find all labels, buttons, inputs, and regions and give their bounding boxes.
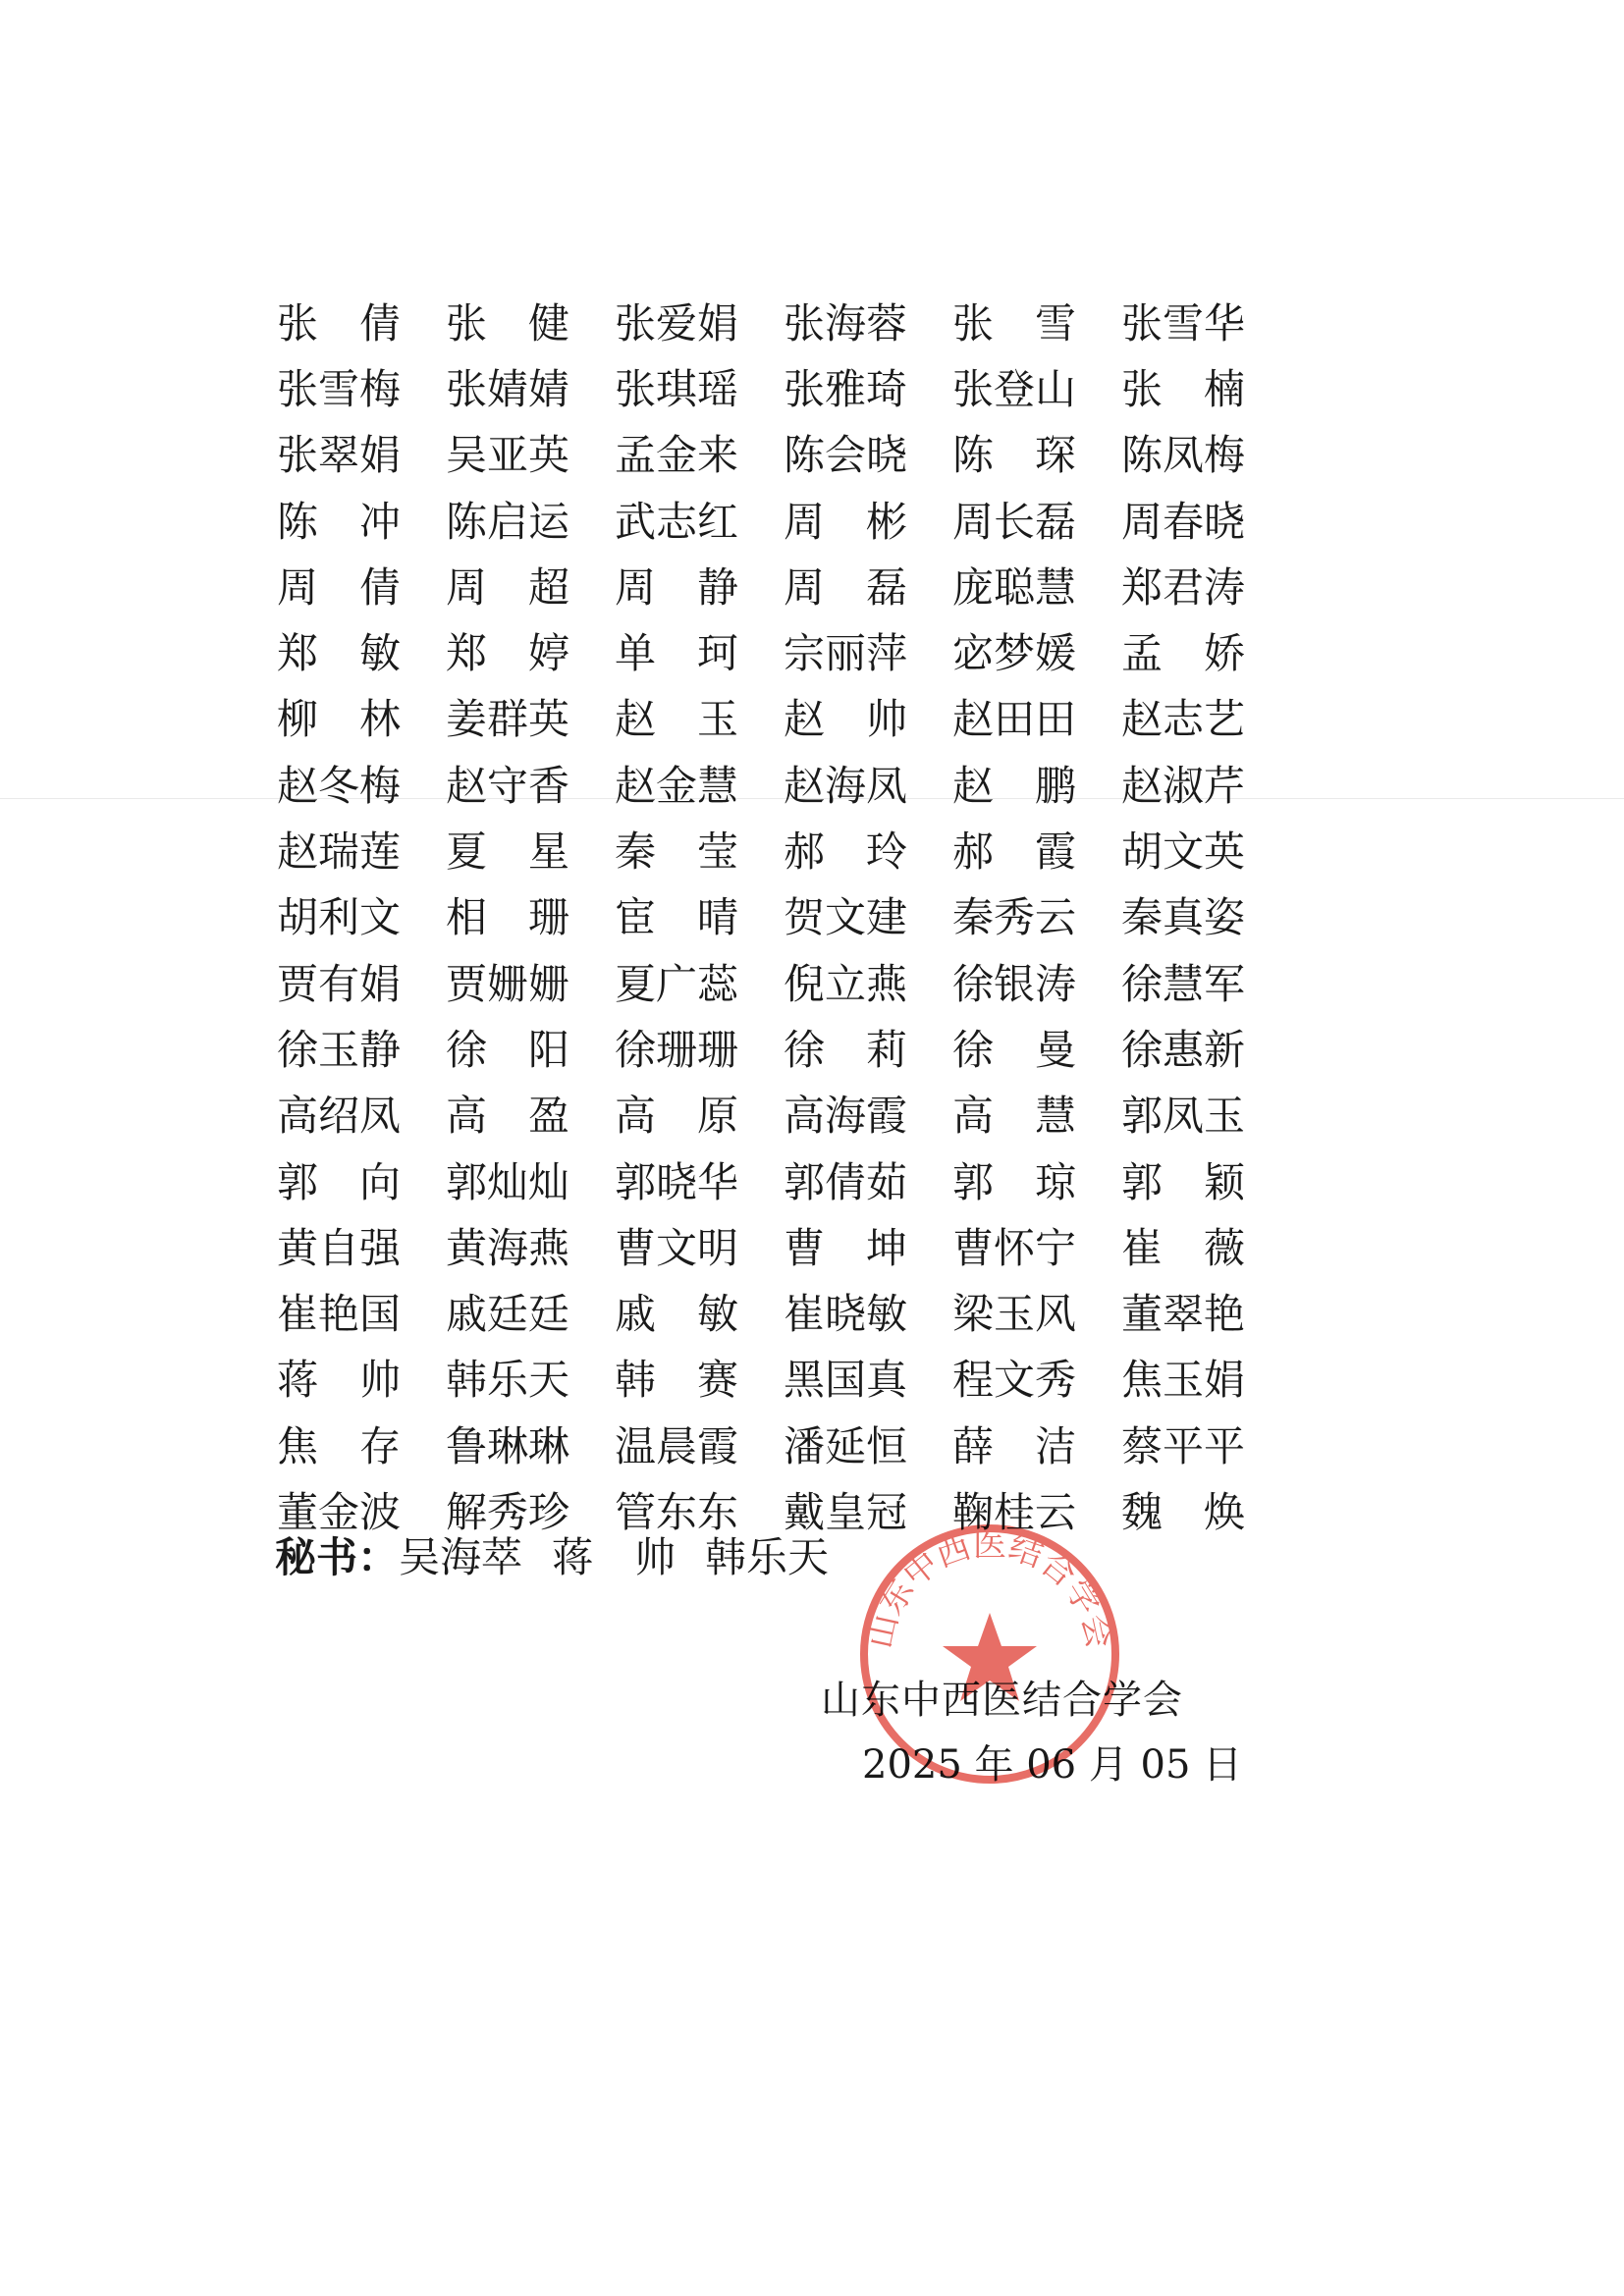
secretary-line: [275, 1533, 858, 1581]
secretary-label: 秘书：: [275, 1533, 400, 1581]
member-name: 戚廷廷: [446, 1290, 570, 1339]
member-name: 张琪瑶: [615, 364, 739, 413]
member-name: 张 雪: [952, 298, 1077, 347]
member-name: 张雪梅: [277, 364, 402, 413]
member-name: 赵海凤: [784, 761, 908, 810]
member-name: 周 静: [615, 562, 739, 612]
member-name: 单 珂: [615, 629, 739, 678]
member-name: 赵守香: [446, 761, 570, 810]
member-name: 胡文英: [1121, 828, 1246, 877]
member-name: 高 盈: [446, 1092, 570, 1141]
name-row: [277, 951, 1259, 1017]
name-row: [277, 356, 1259, 422]
member-name: 郭灿灿: [446, 1157, 570, 1206]
member-name: 张登山: [952, 364, 1077, 413]
name-row: [277, 1414, 1259, 1479]
secretary-name: 蒋 帅: [552, 1533, 677, 1581]
member-name: 崔艳国: [277, 1290, 402, 1339]
member-name: 郑君涛: [1121, 562, 1246, 612]
member-name: 郝 玲: [784, 828, 908, 877]
member-name: 曹 坤: [784, 1223, 908, 1272]
member-name: 焦 存: [277, 1421, 402, 1470]
member-name: 郭倩茹: [784, 1157, 908, 1206]
member-name: 高绍凤: [277, 1092, 402, 1141]
member-name: 孟 娇: [1121, 629, 1246, 678]
name-row: [277, 1017, 1259, 1083]
name-row: [277, 753, 1259, 819]
member-name: 黑国真: [784, 1356, 908, 1405]
member-name: 倪立燕: [784, 959, 908, 1008]
member-name: 赵 帅: [784, 695, 908, 744]
member-name: 徐 莉: [784, 1025, 908, 1074]
member-name: 张爱娟: [615, 298, 739, 347]
member-name: 潘延恒: [784, 1421, 908, 1470]
member-name: 戴皇冠: [784, 1487, 908, 1536]
member-name: 董翠艳: [1121, 1290, 1246, 1339]
name-row: [277, 1348, 1259, 1414]
member-name: 赵淑芹: [1121, 761, 1246, 810]
name-row: [277, 1215, 1259, 1281]
member-name: 崔 薇: [1121, 1223, 1246, 1272]
member-name: 郭 琼: [952, 1157, 1077, 1206]
member-name: 曹怀宁: [952, 1223, 1077, 1272]
member-name: 秦 莹: [615, 828, 739, 877]
member-name: 陈启运: [446, 497, 570, 546]
secretary-name: 韩乐天: [705, 1533, 830, 1581]
member-name: 夏 星: [446, 828, 570, 877]
member-name: 张雪华: [1121, 298, 1246, 347]
member-name: 夏广蕊: [615, 959, 739, 1008]
member-name: 董金波: [277, 1487, 402, 1536]
name-row: [277, 291, 1259, 356]
member-name: 张翠娟: [277, 431, 402, 480]
member-name: 赵 玉: [615, 695, 739, 744]
member-name: 周春晓: [1121, 497, 1246, 546]
member-name: 张海蓉: [784, 298, 908, 347]
member-name: 焦玉娟: [1121, 1356, 1246, 1405]
member-name: 贾有娟: [277, 959, 402, 1008]
member-name: 庞聪慧: [952, 562, 1077, 612]
member-name: 柳 林: [277, 695, 402, 744]
member-name: 姜群英: [446, 695, 570, 744]
member-name: 陈 冲: [277, 497, 402, 546]
member-name: 高 慧: [952, 1092, 1077, 1141]
star-icon: [943, 1613, 1037, 1701]
member-name: 曹文明: [615, 1223, 739, 1272]
member-name: 高海霞: [784, 1092, 908, 1141]
name-row: [277, 555, 1259, 620]
name-row: [277, 1281, 1259, 1347]
member-name: 贾姗姗: [446, 959, 570, 1008]
member-name: 鞠桂云: [952, 1487, 1077, 1536]
member-name: 徐惠新: [1121, 1025, 1246, 1074]
member-name: 韩 赛: [615, 1356, 739, 1405]
name-row: [277, 819, 1259, 884]
member-name: 赵冬梅: [277, 761, 402, 810]
member-name: 解秀珍: [446, 1487, 570, 1536]
member-name: 黄海燕: [446, 1223, 570, 1272]
member-name: 程文秀: [952, 1356, 1077, 1405]
member-name: 陈凤梅: [1121, 431, 1246, 480]
member-name: 秦真姿: [1121, 893, 1246, 942]
member-name: 郭凤玉: [1121, 1092, 1246, 1141]
member-name: 张 倩: [277, 298, 402, 347]
member-name: 赵志艺: [1121, 695, 1246, 744]
member-name: 黄自强: [277, 1223, 402, 1272]
member-name: 胡利文: [277, 893, 402, 942]
member-name: 徐慧军: [1121, 959, 1246, 1008]
member-name: 周 磊: [784, 562, 908, 612]
name-row: [277, 620, 1259, 686]
member-name: 周长磊: [952, 497, 1077, 546]
member-name: 蔡平平: [1121, 1421, 1246, 1470]
member-name: 张婧婧: [446, 364, 570, 413]
member-name: 孟金来: [615, 431, 739, 480]
name-row: [277, 687, 1259, 753]
member-name: 张 楠: [1121, 364, 1246, 413]
member-name: 鲁琳琳: [446, 1421, 570, 1470]
member-name: 徐 曼: [952, 1025, 1077, 1074]
member-name: 魏 焕: [1121, 1487, 1246, 1536]
official-seal: [852, 1517, 1127, 1791]
member-name: 周 彬: [784, 497, 908, 546]
member-name: 宗丽萍: [784, 629, 908, 678]
member-name: 武志红: [615, 497, 739, 546]
member-name: 崔晓敏: [784, 1290, 908, 1339]
member-name: 徐 阳: [446, 1025, 570, 1074]
member-name: 郝 霞: [952, 828, 1077, 877]
name-row: [277, 1149, 1259, 1215]
name-row: [277, 885, 1259, 951]
member-name: 相 珊: [446, 893, 570, 942]
signature-date: 2025 年 06 月 05 日: [862, 1742, 1243, 1788]
member-name: 管东东: [615, 1487, 739, 1536]
name-row: [277, 489, 1259, 555]
member-name: 戚 敏: [615, 1290, 739, 1339]
member-name: 薛 洁: [952, 1421, 1077, 1470]
name-row: [277, 1084, 1259, 1149]
member-name: 周 超: [446, 562, 570, 612]
member-name: 吴亚英: [446, 431, 570, 480]
member-name: 韩乐天: [446, 1356, 570, 1405]
member-name: 梁玉风: [952, 1290, 1077, 1339]
member-name: 温晨霞: [615, 1421, 739, 1470]
member-name: 宦 晴: [615, 893, 739, 942]
member-name: 宓梦媛: [952, 629, 1077, 678]
member-name: 贺文建: [784, 893, 908, 942]
member-name: 徐银涛: [952, 959, 1077, 1008]
member-name: 徐玉静: [277, 1025, 402, 1074]
member-name: 张雅琦: [784, 364, 908, 413]
member-name: 郑 婷: [446, 629, 570, 678]
member-name: 高 原: [615, 1092, 739, 1141]
organization-name: 山东中西医结合学会: [821, 1678, 1183, 1723]
secretary-name: 吴海萃: [399, 1533, 523, 1581]
seal-text: 山东中西医结合学会: [860, 1525, 1119, 1652]
member-name-list: [277, 291, 1259, 1546]
name-row: [277, 423, 1259, 489]
member-name: 郭 向: [277, 1157, 402, 1206]
member-name: 陈会晓: [784, 431, 908, 480]
member-name: 张 健: [446, 298, 570, 347]
member-name: 徐珊珊: [615, 1025, 739, 1074]
member-name: 赵田田: [952, 695, 1077, 744]
member-name: 郑 敏: [277, 629, 402, 678]
member-name: 赵瑞莲: [277, 828, 402, 877]
member-name: 秦秀云: [952, 893, 1077, 942]
member-name: 赵 鹏: [952, 761, 1077, 810]
member-name: 蒋 帅: [277, 1356, 402, 1405]
member-name: 郭晓华: [615, 1157, 739, 1206]
member-name: 赵金慧: [615, 761, 739, 810]
member-name: 郭 颖: [1121, 1157, 1246, 1206]
member-name: 周 倩: [277, 562, 402, 612]
member-name: 陈 琛: [952, 431, 1077, 480]
